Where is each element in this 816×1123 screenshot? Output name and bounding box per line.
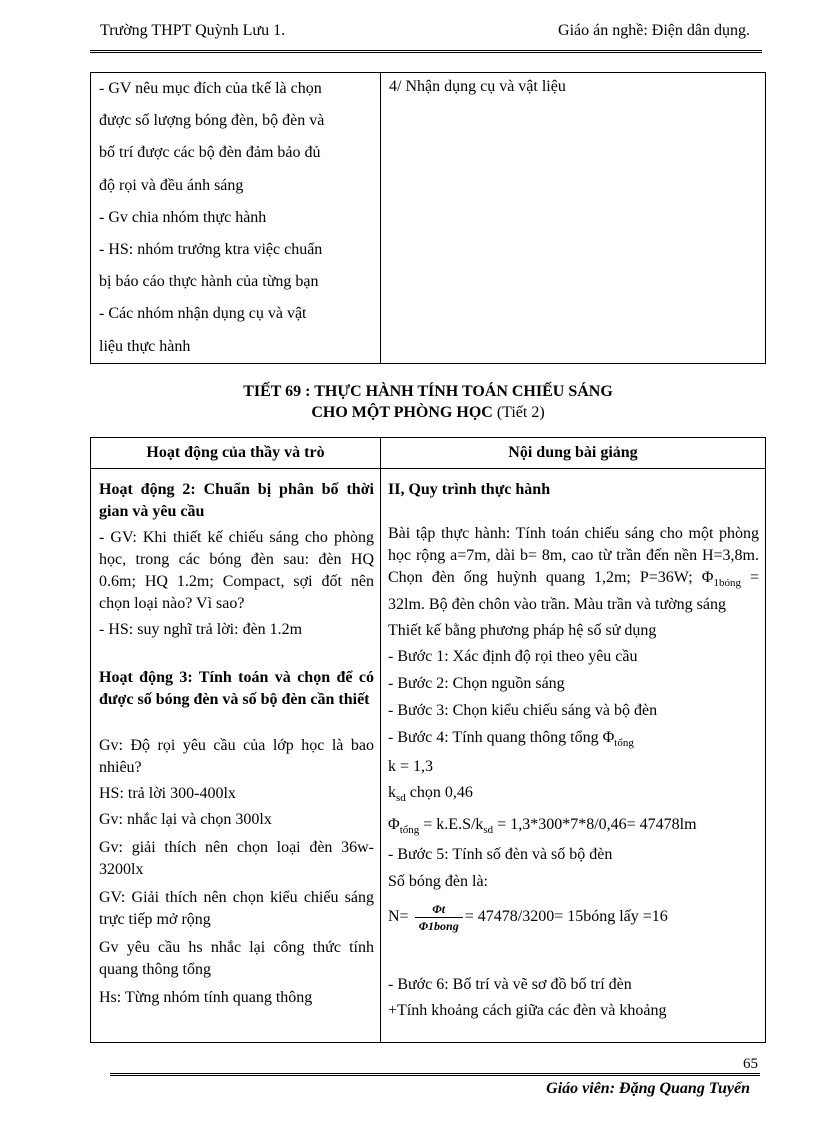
content-cell <box>381 469 766 1043</box>
step-5: - Bước 5: Tính số đèn và số bộ đèn <box>388 845 613 863</box>
phi-sub2: sd <box>483 823 494 836</box>
table1-line: bị báo cáo thực hành của từng bạn <box>99 273 319 291</box>
phi-symbol: Φ <box>388 815 400 833</box>
teacher-step-4: Gv: giải thích nên chọn loại đèn 36w-3200lx <box>99 839 374 878</box>
teacher-question-1: - GV: Khi thiết kế chiếu sáng cho phòng học, trong các bóng đèn sau: đèn HQ 0.6m; HQ 1.2m; Compact, sợi đốt nên chọn loại nào? Vì sao? <box>99 529 374 612</box>
table1-line: được số lượng bóng đèn, bộ đèn và <box>99 112 325 130</box>
ksd-sub: sd <box>396 792 406 805</box>
table1-left-cell <box>91 73 381 364</box>
column-header-content: Nội dung bài giảng <box>381 438 766 469</box>
section-title-line1: TIẾT 69 : THỰC HÀNH TÍNH TOÁN CHIẾU SÁNG <box>243 383 613 400</box>
table1-right-cell <box>381 73 766 364</box>
activity-table-continued <box>90 72 766 364</box>
step-6: - Bước 6: Bố trí và vẽ sơ đồ bố trí đèn <box>388 975 632 993</box>
student-step-7: Hs: Từng nhóm tính quang thông <box>99 989 313 1006</box>
page-number: 65 <box>743 1056 758 1072</box>
column-header-activities: Hoạt động của thầy và trò <box>91 438 381 469</box>
step-4 <box>388 727 759 754</box>
activity-3-title: Hoạt động 3: Tính toán và chọn để có được số bóng đèn và số bộ đèn cần thiết <box>99 669 374 708</box>
exercise-sub: 1bóng <box>713 577 741 590</box>
exercise-body: Bài tập thực hành: Tính toán chiếu sáng cho một phòng học rộng a=7m, dài b= 8m, cao từ trần đến nền H=3,8m. Chọn đèn ống huỳnh quang 1,2m; P=36W; Φ <box>388 525 759 586</box>
table1-right-text: 4/ Nhận dụng cụ và vật liệu <box>389 78 566 95</box>
n-prefix: N= <box>388 907 413 925</box>
k-value: k = 1,3 <box>388 758 434 776</box>
section-title-period: (Tiết 2) <box>492 404 545 421</box>
n-result: = 47478/3200= 15bóng lấy =16 <box>464 907 668 925</box>
lesson-table <box>90 437 766 1043</box>
procedure-title: II, Quy trình thực hành <box>388 481 551 498</box>
footer-divider <box>110 1073 760 1076</box>
header-subject: Giáo án nghề: Điện dân dụng. <box>558 22 750 39</box>
teacher-step-5: GV: Giải thích nên chọn kiểu chiếu sáng trực tiếp mở rộng <box>99 889 374 928</box>
table1-line: - GV nêu mục đích của tkế là chọn <box>99 80 322 97</box>
num-bulbs-label: Số bóng đèn là: <box>388 872 488 890</box>
bulb-count-formula <box>388 901 759 934</box>
table1-line: độ rọi và đều ánh sáng <box>99 176 244 194</box>
section-title-main: CHO MỘT PHÒNG HỌC <box>311 404 493 421</box>
step-4-sub: tổng <box>614 737 634 750</box>
teacher-step-3: Gv: nhắc lại và chọn 300lx <box>99 811 272 828</box>
method-line: Thiết kế bằng phương pháp hệ số sử dụng <box>388 622 657 640</box>
activities-cell <box>91 469 381 1043</box>
fraction-denominator: Φ1bong <box>415 917 463 934</box>
ksd-k: k <box>388 784 396 802</box>
step-1: - Bước 1: Xác định độ rọi theo yêu cầu <box>388 648 638 666</box>
table1-line: liệu thực hành <box>99 337 191 355</box>
header-school: Trường THPT Quỳnh Lưu 1. <box>100 22 286 39</box>
step-2: - Bước 2: Chọn nguồn sáng <box>388 675 565 693</box>
activity-2-title: Hoạt động 2: Chuẩn bị phân bố thời gian và yêu cầu <box>99 481 374 520</box>
teacher-question-2: Gv: Độ rọi yêu cầu của lớp học là bao nhiêu? <box>99 737 374 776</box>
fraction-numerator: Φt <box>432 901 446 916</box>
flux-fraction <box>415 901 463 934</box>
step-4-text: - Bước 4: Tính quang thông tổng Φ <box>388 729 615 747</box>
table1-line: - Các nhóm nhận dụng cụ và vật <box>99 305 307 323</box>
step-3: - Bước 3: Chọn kiểu chiếu sáng và bộ đèn <box>388 702 658 720</box>
table1-line: - HS: nhóm trưởng ktra việc chuẩn <box>99 241 323 259</box>
exercise-text <box>388 523 759 616</box>
student-answer-2: HS: trả lời 300-400lx <box>99 785 236 802</box>
phi-sub: tổng <box>399 823 420 836</box>
student-answer-1: - HS: suy nghĩ trả lời: đèn 1.2m <box>99 621 303 638</box>
header-divider <box>90 50 762 53</box>
phi-mid: = k.E.S/k <box>419 815 484 833</box>
teacher-step-6: Gv yêu cầu hs nhắc lại công thức tính quang thông tổng <box>99 939 374 978</box>
phi-rest: = 1,3*300*7*8/0,46= 47478lm <box>493 815 697 833</box>
step-6-detail: +Tính khoảng cách giữa các đèn và khoảng <box>388 1001 667 1019</box>
ksd-rest: chọn 0,46 <box>405 784 473 802</box>
total-flux-formula <box>388 814 759 841</box>
exercise-tail: = 32lm. Bộ đèn chôn vào trần. Màu trần và tường sáng <box>388 569 759 614</box>
table1-line: - Gv chia nhóm thực hành <box>99 208 267 226</box>
teacher-name: Giáo viên: Đặng Quang Tuyển <box>546 1080 750 1097</box>
section-title-line2 <box>90 403 766 423</box>
ksd-value <box>388 782 759 809</box>
table1-line: bố trí được các bộ đèn đảm bảo đủ <box>99 144 321 162</box>
